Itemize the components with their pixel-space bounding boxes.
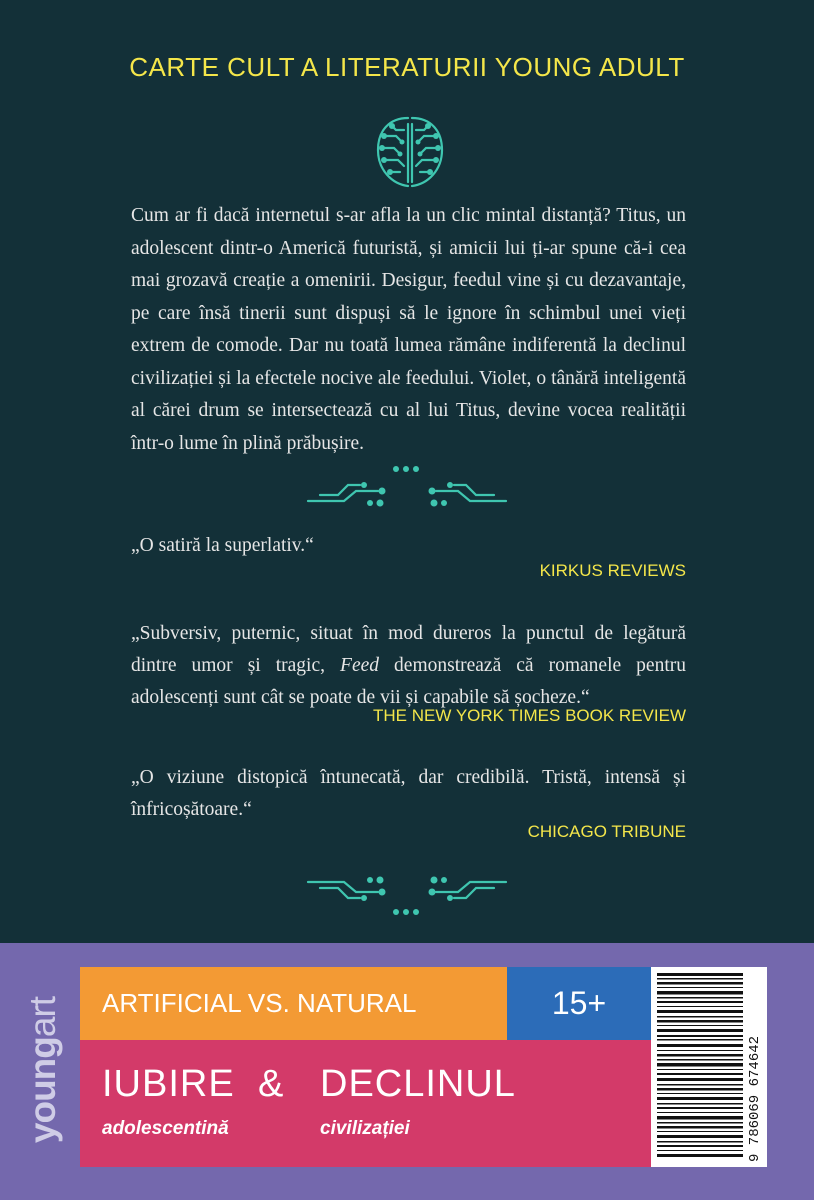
review-source-3: CHICAGO TRIBUNE (527, 822, 686, 841)
circuit-brain-icon (370, 112, 450, 192)
keywords-box (80, 1040, 651, 1167)
synopsis: Cum ar fi dacă internetul s-ar afla la un clic mintal distanță? Titus, un adolescent dintr-o Americă futuristă, și amicii lui ți-ar spune că-i cea mai grozavă creație a omenirii. Desigur, feedul vine și cu dezavantaje, pe care însă tinerii sunt dispuși să le ignore în schimbul unei vieți extrem de comode. Dar nu toată lumea rămâne indiferentă la declinul civilizației și la efectele nocive ale feedului. Violet, o tânără inteligentă al cărei drum se intersectează cu al lui Titus, devine vocea realității într-o lume în plină prăbușire. (131, 205, 686, 454)
theme-label: ARTIFICIAL VS. NATURAL (80, 967, 507, 1040)
isbn-number: 9 786069 674642 (747, 1035, 763, 1162)
review-quote-1: „O satiră la superlativ.“ (131, 535, 314, 556)
circuit-ornament-icon (300, 465, 514, 515)
review-quote-3: „O viziune distopică întunecată, dar credibilă. Tristă, intensă și înfricoșătoare.“ (131, 767, 686, 820)
keyword-sub-right: civilizației (320, 1118, 410, 1139)
publisher-logo-bold: young (22, 1037, 63, 1144)
age-rating: 15+ (507, 967, 651, 1040)
review-source-2: THE NEW YORK TIMES BOOK REVIEW (373, 706, 686, 725)
publisher-logo-light: art (22, 996, 63, 1038)
headline: CARTE CULT A LITERATURII YOUNG ADULT (129, 52, 685, 82)
review-quote-2-start: „Subversiv, puternic, situat în mod dureros la punctul de legătură dintre umor și tragic, (131, 623, 686, 676)
circuit-ornament-icon (300, 868, 514, 918)
book-title: Feed (340, 655, 380, 676)
publisher-logo (23, 982, 63, 1158)
review-quote-2-end: demonstrează că romanele pentru adolescenți sunt cât se poate de vii și capabile să șocheze.“ (131, 655, 686, 708)
keyword-declinul: DECLINUL (320, 1063, 516, 1105)
keyword-iubire: IUBIRE (102, 1063, 235, 1105)
keyword-sub-left: adolescentină (102, 1118, 229, 1139)
keyword-ampersand: & (258, 1063, 285, 1105)
barcode-graphic (651, 967, 767, 1167)
isbn-barcode (651, 967, 767, 1167)
review-quote-2 (131, 618, 686, 714)
review-source-1: KIRKUS REVIEWS (539, 561, 686, 580)
